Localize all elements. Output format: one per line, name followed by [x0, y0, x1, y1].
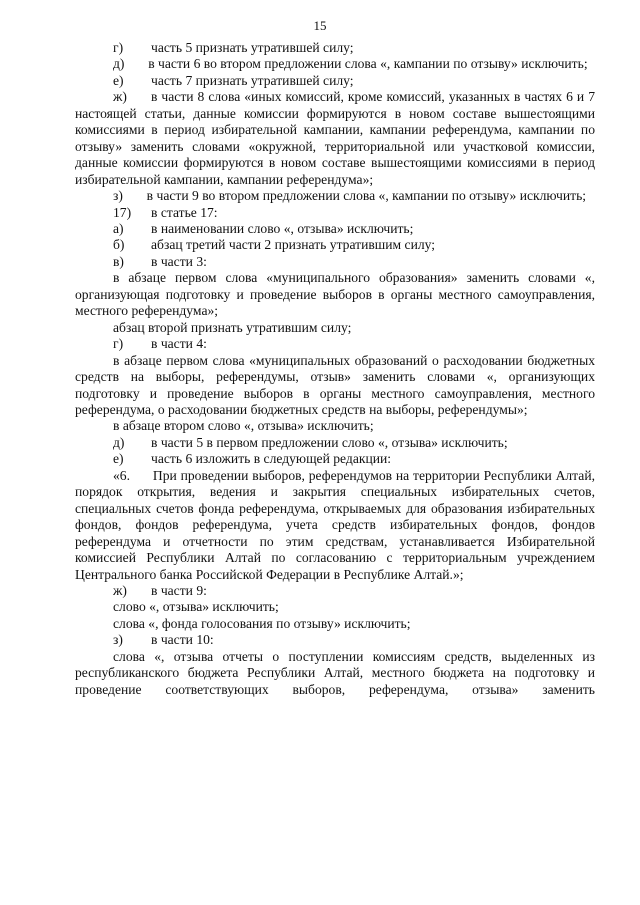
list-item-text: в статье 17: [151, 204, 218, 220]
paragraph: слово «, отзыва» исключить; [113, 599, 279, 615]
list-item-marker: г) [113, 336, 124, 352]
list-item [75, 73, 595, 89]
paragraph: слова «, фонда голосования по отзыву» исключить; [113, 615, 411, 631]
list-item-text: в части 9: [151, 582, 207, 598]
list-item-marker: а) [113, 220, 124, 236]
list-item-text: в части 4: [151, 336, 207, 352]
list-item [75, 451, 595, 467]
list-item-marker: в) [113, 253, 124, 269]
list-item-text: в наименовании слово «, отзыва» исключить; [151, 220, 414, 236]
list-item-text: в части 3: [151, 253, 207, 269]
paragraph: ж) в части 8 слова «иных комиссий, кроме комиссий, указанных в частях 6 и 7 настоящей статьи, данные комиссии формируются в новом составе вышестоящими комиссиями в период избирательной кампании, кампании референдума, кампании по отзыву» заменить словами «окружной, территориальной или участковой комиссии, данные комиссии формируются в новом составе вышестоящими комиссиями в период избирательной кампании, кампании референдума»; [75, 89, 595, 187]
list-item-marker: е) [113, 72, 124, 88]
paragraph: абзац второй признать утратившим силу; [113, 319, 352, 335]
list-item-text: в части 10: [151, 632, 214, 648]
list-item [75, 254, 595, 270]
paragraph: в абзаце первом слова «муниципальных образований о расходовании бюджетных средств на выборы, референдумы, отзыв» заменить словами «, организующих подготовку и проведение выборов в органы местного самоуправления, местного референдума, о расходовании бюджетных средств на выборы, референдумы»; [75, 352, 595, 417]
list-item [75, 205, 595, 221]
list-item-marker: д) [113, 434, 125, 450]
list-item-text: абзац третий части 2 признать утратившим силу; [151, 237, 436, 253]
list-item-marker: г) [113, 40, 124, 55]
list-item [75, 40, 595, 56]
list-item [75, 336, 595, 352]
list-item [75, 583, 595, 599]
paragraph: в абзаце первом слова «муниципального образования» заменить словами «, организующая подготовку и проведение выборов в органы местного самоуправления, местного референдума»; [75, 270, 595, 319]
paragraph: в абзаце втором слово «, отзыва» исключить; [113, 418, 374, 434]
list-item [75, 632, 595, 648]
paragraph: «6. При проведении выборов, референдумов на территории Республики Алтай, порядок открытия, ведения и закрытия специальных избирательных счетов, специальных счетов фонда референдума, открываемых для образования избирательных фондов, фондов референдума, учета средств избирательных фондов, фондов референдума и отчетности по этим средствам, устанавливается Избирательной комиссией Республики Алтай по согласованию с территориальным учреждением Центрального банка Российской Федерации в Республике Алтай.»; [75, 467, 595, 582]
list-item-text: часть 5 признать утратившей силу; [151, 40, 354, 55]
list-item-marker: б) [113, 237, 125, 253]
list-item [75, 237, 595, 253]
paragraph: з) в части 9 во втором предложении слова «, кампании по отзыву» исключить; [113, 188, 587, 204]
list-item-marker: з) [113, 632, 123, 648]
list-item-text: часть 6 изложить в следующей редакции: [151, 451, 392, 467]
document-body [75, 40, 595, 698]
list-item-text: часть 7 признать утратившей силу; [151, 72, 354, 88]
list-item [75, 435, 595, 451]
list-item [75, 221, 595, 237]
list-item-marker: е) [113, 451, 124, 467]
paragraph: слова «, отзыва отчеты о поступлении комиссиям средств, выделенных из республиканского бюджета Республики Алтай, местного бюджета на подготовку и проведение соответствующих выборов, референдума, отзыва» заменить [75, 648, 595, 697]
paragraph: д) в части 6 во втором предложении слова «, кампании по отзыву» исключить; [113, 56, 588, 72]
page-number: 15 [313, 18, 327, 33]
list-item-marker: 17) [113, 204, 132, 220]
list-item-text: в части 5 в первом предложении слово «, отзыва» исключить; [151, 434, 508, 450]
list-item-marker: ж) [113, 582, 127, 598]
